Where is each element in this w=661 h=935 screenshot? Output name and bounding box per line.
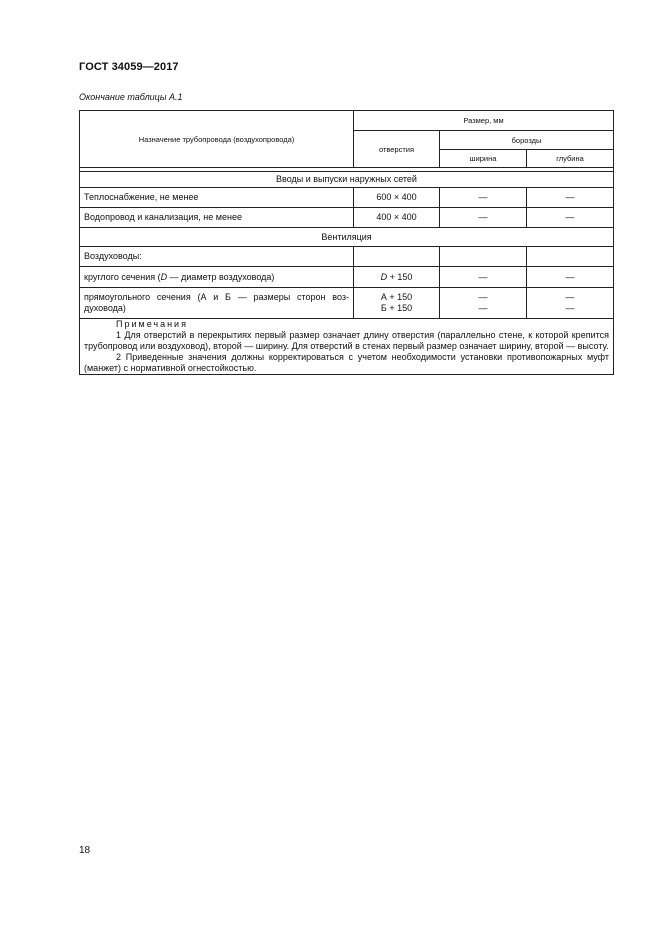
header-opening: отверстия <box>354 131 440 168</box>
table-row <box>80 288 614 319</box>
row-name: прямоугольного сечения (А и Б — размеры сторон воз-духовода) <box>80 288 354 319</box>
notes-cell <box>80 319 614 375</box>
row-depth: — <box>527 188 614 208</box>
row-opening: 600 × 400 <box>354 188 440 208</box>
document-header: ГОСТ 34059—2017 <box>79 61 179 73</box>
header-size: Размер, мм <box>354 111 614 131</box>
row-depth: — — <box>527 288 614 319</box>
row-opening: D + 150 <box>354 267 440 288</box>
table-row <box>80 208 614 228</box>
row-name: Водопровод и канализация, не менее <box>80 208 354 228</box>
empty-cell <box>354 247 440 267</box>
row-depth: — <box>527 208 614 228</box>
row-width: — — <box>440 288 527 319</box>
row-opening: 400 × 400 <box>354 208 440 228</box>
header-purpose: Назначение трубопровода (воздухопровода) <box>80 111 354 168</box>
row-width: — <box>440 267 527 288</box>
empty-cell <box>440 247 527 267</box>
row-width: — <box>440 208 527 228</box>
row-name: Теплоснабжение, не менее <box>80 188 354 208</box>
row-name: круглого сечения (D — диаметр воздуховода) <box>80 267 354 288</box>
row-width: — <box>440 188 527 208</box>
row-opening: А + 150 Б + 150 <box>354 288 440 319</box>
header-groove: борозды <box>440 131 614 150</box>
table-row <box>80 188 614 208</box>
row-name: Воздуховоды: <box>80 247 354 267</box>
header-width: ширина <box>440 150 527 168</box>
table-row <box>80 247 614 267</box>
section-title: Вентиляция <box>80 228 614 247</box>
table-caption: Окончание таблицы А.1 <box>79 92 183 102</box>
notes-title: Примечания <box>116 319 188 329</box>
note-1: 1 Для отверстий в перекрытиях первый размер означает длину отверстия (параллельно стене, к которой крепится трубопровод или воздуховод), второй — ширину. Для отверстий в стенах первый размер означает ширину, второй — высоту. <box>84 330 609 351</box>
row-depth: — <box>527 267 614 288</box>
note-2: 2 Приведенные значения должны корректироваться с учетом необходимости установки противопожарных муфт (манжет) с нормативной огнестойкостью. <box>84 352 609 373</box>
page-number: 18 <box>79 845 91 856</box>
header-depth: глубина <box>527 150 614 168</box>
empty-cell <box>527 247 614 267</box>
section-title: Вводы и выпуски наружных сетей <box>80 172 614 188</box>
size-table <box>79 110 614 375</box>
table-row <box>80 267 614 288</box>
